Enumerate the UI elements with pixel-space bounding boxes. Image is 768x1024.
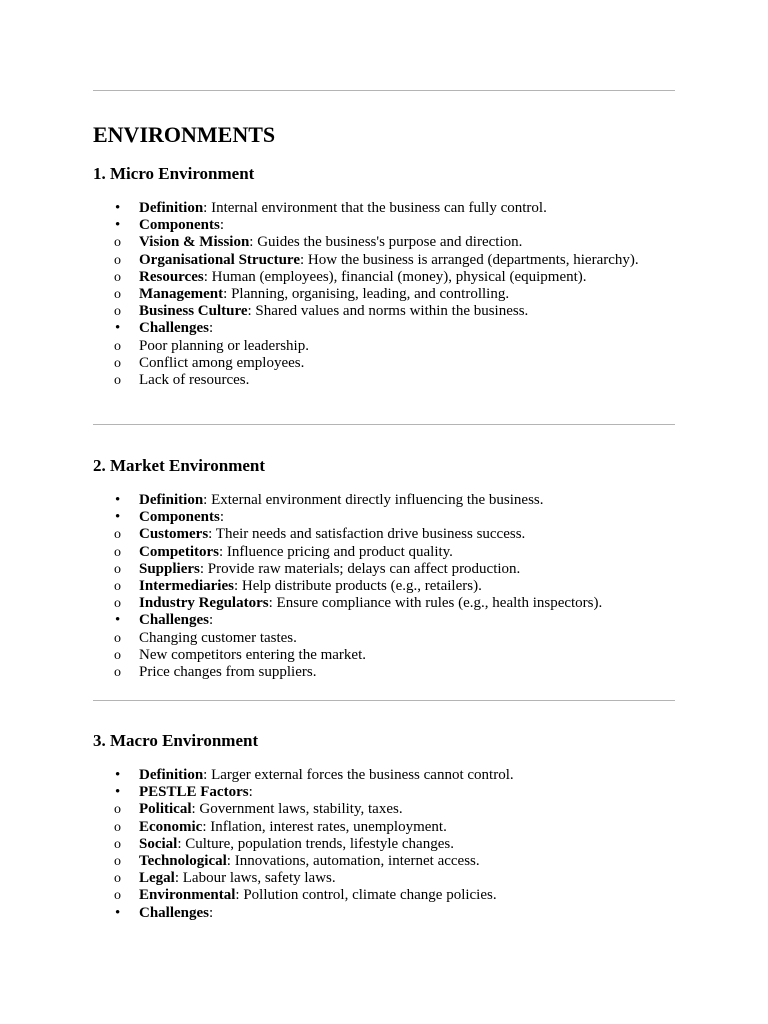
sub-list-item: o Lack of resources. (139, 372, 675, 389)
sub-list-item: o Political: Government laws, stability, taxes. (139, 801, 675, 818)
components-label: Components (139, 509, 220, 526)
sub-list-item: o Conflict among employees. (139, 355, 675, 372)
macro-list (93, 767, 675, 922)
sub-list-item: o Poor planning or leadership. (139, 338, 675, 355)
sub-list-item: o New competitors entering the market. (139, 647, 675, 664)
section-heading-micro: 1. Micro Environment (93, 164, 255, 183)
components-label: Components (139, 217, 220, 234)
sub-list-item: o Vision & Mission: Guides the business's purpose and direction. (139, 234, 675, 251)
market-list (93, 492, 675, 681)
sub-list-item: o Industry Regulators: Ensure compliance with rules (e.g., health inspectors). (139, 595, 675, 612)
list-item: • Challenges: o Poor planning or leadership. o Conflict among employees. o Lack of resources. (93, 320, 675, 389)
sub-list-item: o Price changes from suppliers. (139, 664, 675, 681)
sub-list-item: o Competitors: Influence pricing and product quality. (139, 544, 675, 561)
definition-label: Definition (139, 492, 204, 508)
components-sublist (139, 526, 675, 612)
components-sublist (139, 234, 675, 320)
sub-list-item: o Economic: Inflation, interest rates, unemployment. (139, 819, 675, 836)
list-item: • PESTLE Factors: o Political: Government laws, stability, taxes. o Economic: Inflation, interest rates, unemployment. o Social: Culture, population trends, lifestyle changes. o Technological: Innovations, automation, internet access. o Legal: Labour laws, safety laws. o Environmental: Pollution control, climate change policies. (93, 784, 675, 904)
definition-text: : Internal environment that the business can fully control. (203, 200, 547, 216)
sub-list-item: o Suppliers: Provide raw materials; delays can affect production. (139, 561, 675, 578)
sub-list-item: o Customers: Their needs and satisfaction drive business success. (139, 526, 675, 543)
sub-list-item: o Management: Planning, organising, leading, and controlling. (139, 286, 675, 303)
list-item: • Challenges: (93, 905, 675, 922)
section-heading-market: 2. Market Environment (93, 456, 266, 475)
section-heading-macro: 3. Macro Environment (93, 731, 259, 750)
list-item: • Components: o Customers: Their needs and satisfaction drive business success. o Competitors: Influence pricing and product quality. o Suppliers: Provide raw materials; delays can affect production. o Intermediaries: Help distribute products (e.g., retailers). o Industry Regulators: Ensure compliance with rules (e.g., health inspectors). (93, 509, 675, 612)
challenges-label: Challenges (139, 320, 210, 337)
list-item (93, 492, 675, 509)
sub-list-item: o Changing customer tastes. (139, 630, 675, 647)
definition-text: : Larger external forces the business cannot control. (203, 767, 514, 783)
pestle-label: PESTLE Factors (139, 784, 249, 801)
sub-list-item: o Organisational Structure: How the business is arranged (departments, hierarchy). (139, 252, 675, 269)
challenges-label: Challenges (139, 904, 210, 921)
list-item (93, 767, 675, 784)
list-item (93, 200, 675, 217)
challenges-sublist (139, 630, 675, 682)
challenges-label: Challenges (139, 612, 210, 629)
definition-text: : External environment directly influencing the business. (203, 492, 544, 508)
definition-label: Definition (139, 200, 204, 216)
definition-label: Definition (139, 767, 204, 783)
micro-list (93, 200, 675, 389)
sub-list-item: o Business Culture: Shared values and norms within the business. (139, 303, 675, 320)
sub-list-item: o Intermediaries: Help distribute products (e.g., retailers). (139, 578, 675, 595)
sub-list-item: o Technological: Innovations, automation, internet access. (139, 853, 675, 870)
list-item: • Challenges: o Changing customer tastes. o New competitors entering the market. o Price changes from suppliers. (93, 612, 675, 681)
horizontal-rule (93, 424, 675, 425)
challenges-sublist (139, 338, 675, 390)
sub-list-item: o Legal: Labour laws, safety laws. (139, 870, 675, 887)
sub-list-item: o Social: Culture, population trends, lifestyle changes. (139, 836, 675, 853)
sub-list-item: o Environmental: Pollution control, climate change policies. (139, 887, 675, 904)
horizontal-rule (93, 90, 675, 91)
horizontal-rule (93, 700, 675, 701)
sub-list-item: o Resources: Human (employees), financial (money), physical (equipment). (139, 269, 675, 286)
pestle-sublist (139, 801, 675, 904)
list-item: • Components: o Vision & Mission: Guides the business's purpose and direction. o Organisational Structure: How the business is arranged (departments, hierarchy). o Resources: Human (employees), financial (money), physical (equipment). o Management: Planning, organising, leading, and controlling. o Business Culture: Shared values and norms within the business. (93, 217, 675, 320)
page-title: ENVIRONMENTS (93, 122, 276, 147)
